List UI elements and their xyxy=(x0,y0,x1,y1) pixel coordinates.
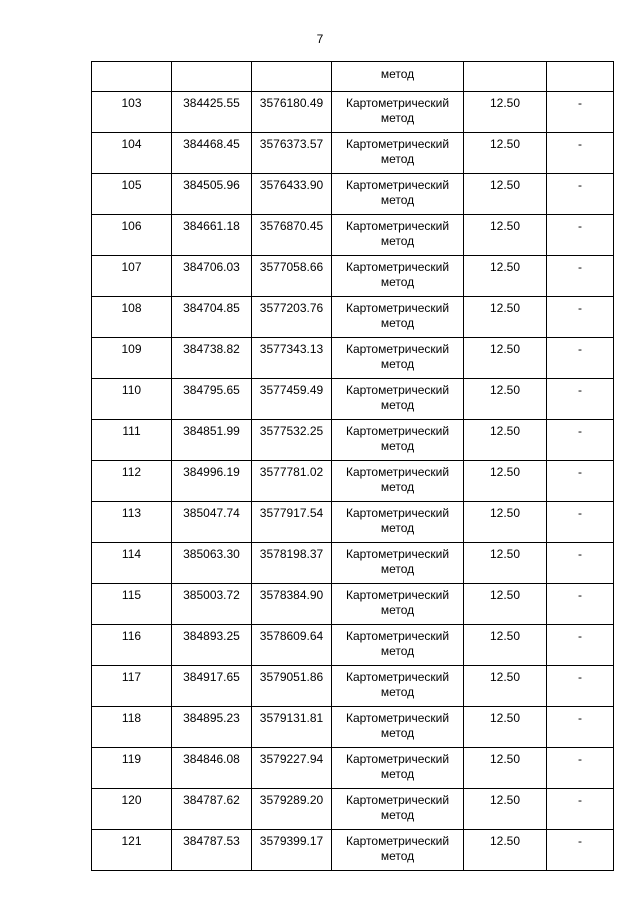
cell-num: 108 xyxy=(92,297,172,338)
cell-note: - xyxy=(547,338,614,379)
cell-error: 12.50 xyxy=(464,133,547,174)
cell-y: 3576433.90 xyxy=(252,174,332,215)
table-row xyxy=(92,420,614,461)
cell-note: - xyxy=(547,215,614,256)
cell-error: 12.50 xyxy=(464,789,547,830)
cell-method: Картометрический метод xyxy=(332,830,464,871)
cell-num: 119 xyxy=(92,748,172,789)
cell-error: 12.50 xyxy=(464,461,547,502)
cell-error: 12.50 xyxy=(464,625,547,666)
table-row xyxy=(92,92,614,133)
cell-x: 384996.19 xyxy=(172,461,252,502)
cell-method: Картометрический метод xyxy=(332,92,464,133)
cell-y: 3578198.37 xyxy=(252,543,332,584)
cell-y: 3577781.02 xyxy=(252,461,332,502)
cell-error: 12.50 xyxy=(464,379,547,420)
cell-error: 12.50 xyxy=(464,748,547,789)
cell-num: 117 xyxy=(92,666,172,707)
cell-x: 384846.08 xyxy=(172,748,252,789)
cell-y: 3577459.49 xyxy=(252,379,332,420)
cell-note: - xyxy=(547,543,614,584)
cell-note: - xyxy=(547,461,614,502)
cell-x: 385003.72 xyxy=(172,584,252,625)
cell-x: 384738.82 xyxy=(172,338,252,379)
cell-method: Картометрический метод xyxy=(332,666,464,707)
cell-note: - xyxy=(547,133,614,174)
cell-note: - xyxy=(547,420,614,461)
cell-num xyxy=(92,62,172,92)
cell-x: 384787.53 xyxy=(172,830,252,871)
cell-x: 384706.03 xyxy=(172,256,252,297)
table-body xyxy=(92,62,614,871)
cell-note: - xyxy=(547,379,614,420)
coordinates-table xyxy=(91,61,614,871)
cell-num: 109 xyxy=(92,338,172,379)
cell-y: 3577343.13 xyxy=(252,338,332,379)
cell-y: 3579399.17 xyxy=(252,830,332,871)
cell-y xyxy=(252,62,332,92)
cell-note: - xyxy=(547,830,614,871)
table-row xyxy=(92,543,614,584)
cell-num: 114 xyxy=(92,543,172,584)
table-row xyxy=(92,789,614,830)
cell-error: 12.50 xyxy=(464,707,547,748)
cell-y: 3578609.64 xyxy=(252,625,332,666)
cell-num: 121 xyxy=(92,830,172,871)
table-row xyxy=(92,830,614,871)
cell-note: - xyxy=(547,256,614,297)
cell-y: 3579051.86 xyxy=(252,666,332,707)
cell-y: 3579289.20 xyxy=(252,789,332,830)
cell-x: 384895.23 xyxy=(172,707,252,748)
cell-method: Картометрический метод xyxy=(332,461,464,502)
cell-num: 112 xyxy=(92,461,172,502)
cell-method: Картометрический метод xyxy=(332,543,464,584)
cell-error: 12.50 xyxy=(464,215,547,256)
cell-method: Картометрический метод xyxy=(332,748,464,789)
table-row xyxy=(92,338,614,379)
cell-x: 384505.96 xyxy=(172,174,252,215)
cell-note: - xyxy=(547,748,614,789)
cell-num: 118 xyxy=(92,707,172,748)
cell-error: 12.50 xyxy=(464,584,547,625)
cell-note: - xyxy=(547,789,614,830)
cell-error: 12.50 xyxy=(464,543,547,584)
cell-num: 110 xyxy=(92,379,172,420)
cell-y: 3579131.81 xyxy=(252,707,332,748)
cell-x: 384893.25 xyxy=(172,625,252,666)
cell-note: - xyxy=(547,502,614,543)
cell-x xyxy=(172,62,252,92)
cell-method: Картометрический метод xyxy=(332,215,464,256)
table-row xyxy=(92,707,614,748)
cell-x: 384468.45 xyxy=(172,133,252,174)
cell-num: 103 xyxy=(92,92,172,133)
cell-y: 3576870.45 xyxy=(252,215,332,256)
cell-note: - xyxy=(547,666,614,707)
cell-num: 106 xyxy=(92,215,172,256)
cell-y: 3577532.25 xyxy=(252,420,332,461)
cell-method: Картометрический метод xyxy=(332,625,464,666)
cell-num: 115 xyxy=(92,584,172,625)
cell-method: Картометрический метод xyxy=(332,420,464,461)
cell-error: 12.50 xyxy=(464,830,547,871)
cell-error: 12.50 xyxy=(464,338,547,379)
cell-x: 384425.55 xyxy=(172,92,252,133)
table-row xyxy=(92,625,614,666)
cell-method: Картометрический метод xyxy=(332,256,464,297)
cell-x: 384795.65 xyxy=(172,379,252,420)
table-row xyxy=(92,256,614,297)
cell-method: Картометрический метод xyxy=(332,338,464,379)
cell-method: Картометрический метод xyxy=(332,584,464,625)
cell-x: 385047.74 xyxy=(172,502,252,543)
cell-y: 3577917.54 xyxy=(252,502,332,543)
cell-error xyxy=(464,62,547,92)
table-row xyxy=(92,133,614,174)
cell-y: 3579227.94 xyxy=(252,748,332,789)
cell-num: 105 xyxy=(92,174,172,215)
cell-error: 12.50 xyxy=(464,420,547,461)
cell-num: 113 xyxy=(92,502,172,543)
cell-method: Картометрический метод xyxy=(332,174,464,215)
cell-x: 385063.30 xyxy=(172,543,252,584)
cell-method: Картометрический метод xyxy=(332,707,464,748)
cell-note: - xyxy=(547,584,614,625)
cell-error: 12.50 xyxy=(464,92,547,133)
cell-x: 384917.65 xyxy=(172,666,252,707)
cell-y: 3577203.76 xyxy=(252,297,332,338)
table-row xyxy=(92,461,614,502)
table-row xyxy=(92,379,614,420)
cell-num: 107 xyxy=(92,256,172,297)
cell-error: 12.50 xyxy=(464,297,547,338)
cell-method: Картометрический метод xyxy=(332,297,464,338)
table-row xyxy=(92,502,614,543)
cell-error: 12.50 xyxy=(464,502,547,543)
cell-note: - xyxy=(547,297,614,338)
cell-y: 3576180.49 xyxy=(252,92,332,133)
cell-method: Картометрический метод xyxy=(332,789,464,830)
cell-error: 12.50 xyxy=(464,174,547,215)
cell-num: 116 xyxy=(92,625,172,666)
cell-x: 384787.62 xyxy=(172,789,252,830)
cell-note: - xyxy=(547,174,614,215)
cell-note: - xyxy=(547,707,614,748)
cell-method: Картометрический метод xyxy=(332,379,464,420)
cell-note: - xyxy=(547,625,614,666)
page-number: 7 xyxy=(316,32,324,46)
cell-x: 384851.99 xyxy=(172,420,252,461)
cell-method: Картометрический метод xyxy=(332,133,464,174)
cell-y: 3576373.57 xyxy=(252,133,332,174)
table-row xyxy=(92,584,614,625)
table-row xyxy=(92,297,614,338)
table-row xyxy=(92,174,614,215)
table-row-continuation xyxy=(92,62,614,92)
cell-y: 3578384.90 xyxy=(252,584,332,625)
cell-num: 120 xyxy=(92,789,172,830)
table-row xyxy=(92,748,614,789)
cell-method: Картометрический метод xyxy=(332,502,464,543)
cell-x: 384704.85 xyxy=(172,297,252,338)
cell-error: 12.50 xyxy=(464,666,547,707)
cell-method: метод xyxy=(332,62,464,92)
cell-note: - xyxy=(547,92,614,133)
cell-x: 384661.18 xyxy=(172,215,252,256)
table-row xyxy=(92,215,614,256)
cell-num: 104 xyxy=(92,133,172,174)
cell-note xyxy=(547,62,614,92)
table-row xyxy=(92,666,614,707)
cell-num: 111 xyxy=(92,420,172,461)
cell-error: 12.50 xyxy=(464,256,547,297)
cell-y: 3577058.66 xyxy=(252,256,332,297)
